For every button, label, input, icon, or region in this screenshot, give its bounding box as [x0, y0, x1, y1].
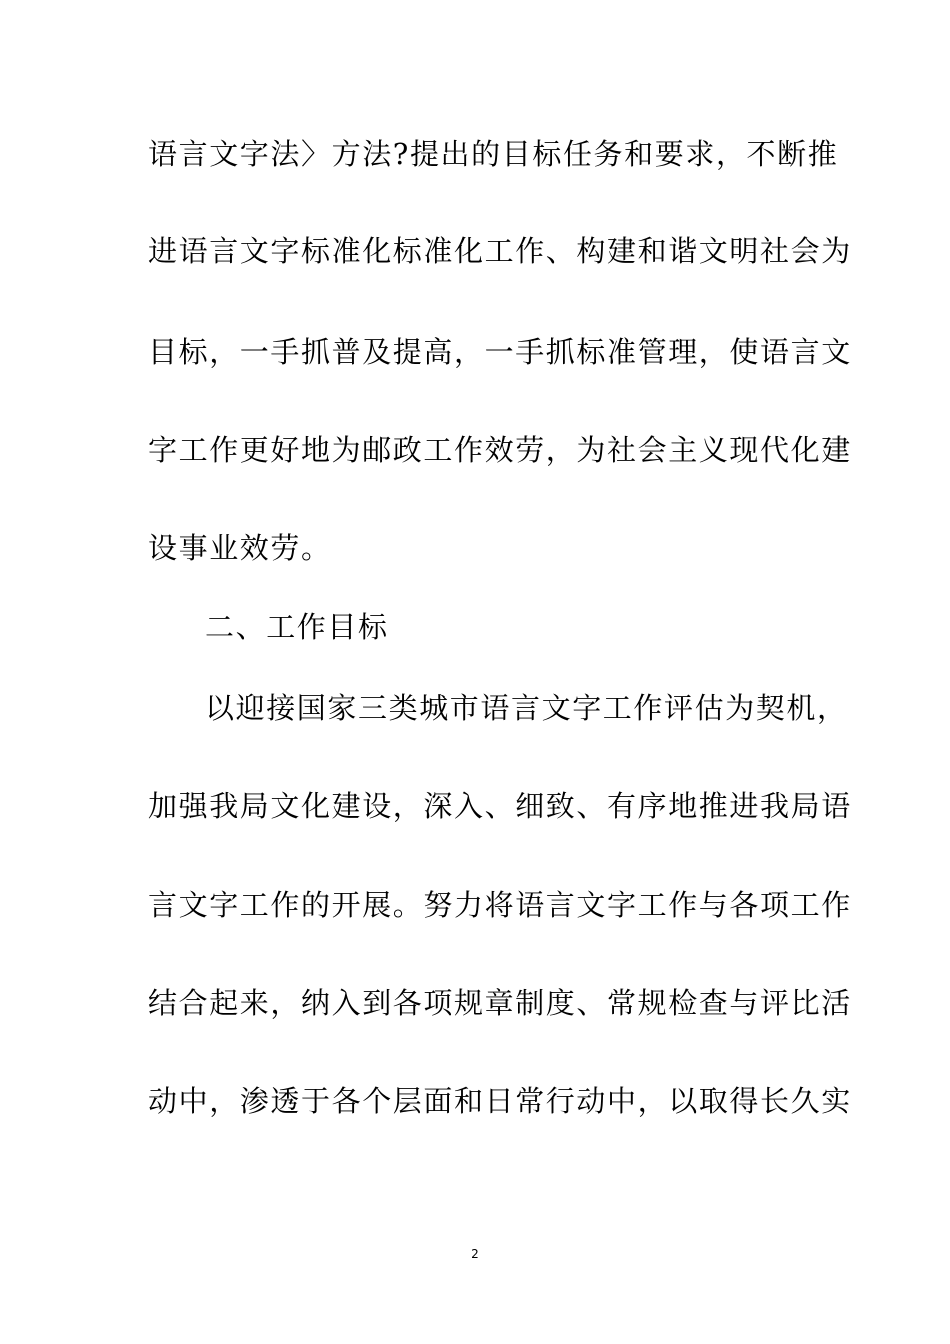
page-number: 2: [471, 1247, 479, 1261]
text-line: 进语言文字标准化标准化工作、构建和谐文明社会为: [148, 234, 852, 268]
text-line: 结合起来，纳入到各项规章制度、常规检查与评比活: [148, 986, 852, 1020]
text-line: 加强我局文化建设，深入、细致、有序地推进我局语: [148, 789, 852, 823]
text-line: 设事业效劳。: [148, 531, 332, 565]
text-line: 以迎接国家三类城市语言文字工作评估为契机，: [205, 691, 848, 725]
text-line: 字工作更好地为邮政工作效劳，为社会主义现代化建: [148, 433, 852, 467]
text-line: 语言文字法〉方法?提出的目标任务和要求，不断推: [148, 137, 839, 171]
text-line: 动中，渗透于各个层面和日常行动中，以取得长久实: [148, 1084, 852, 1118]
section-heading: 二、工作目标: [205, 610, 389, 644]
text-line: 目标，一手抓普及提高，一手抓标准管理，使语言文: [148, 335, 852, 369]
text-line: 言文字工作的开展。努力将语言文字工作与各项工作: [148, 888, 852, 922]
